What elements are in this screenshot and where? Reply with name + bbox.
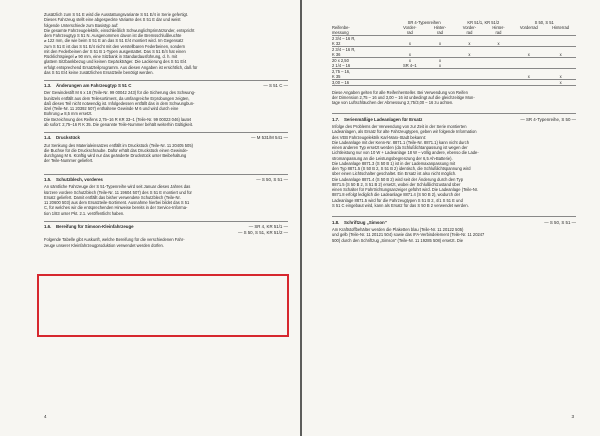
table-cell: SR 4–1: [394, 63, 426, 69]
text-line: 11 20600 503) aus dem Ersatzteile-Sortiment. Ausnahme hierbei bildet das S 51: [44, 200, 190, 206]
section-1-6-body: [44, 237, 288, 248]
text-line: Bohrung ⌀ 8,5 mm ersetzt.: [44, 111, 93, 117]
text-line: zum S 51 E ist das S 51 E/4 nicht mit den verstellbaren Federbeinen, sondern: [44, 43, 186, 49]
table-row: 2 1/4 – 16 SR 4–1 x: [332, 63, 576, 69]
text-line: Die Ladeanlage 8871.4 (S 50 B 2) wird seit der Änderung durch den Typ: [332, 176, 464, 182]
table-cell: x: [426, 41, 455, 47]
table-cell: x: [408, 58, 411, 63]
table-cell: x: [512, 74, 545, 80]
text-line: Dieses Fahrzeug stellt eine abgespeckte Variante des S 51 E dar und weist: [44, 17, 181, 23]
page-number: 4: [44, 414, 47, 419]
text-line: einen Schalter für Fahrtrichtungsanzeiger geführt wird. Die Ladeanlage (Teile-Nr.: [332, 187, 479, 193]
text-line: Diese Angaben gelten für alle Reifenhersteller. Bei Verwendung von Reifen: [332, 89, 468, 95]
text-line: den Typ 8871.5 (S 50 B 2, S 51 B 2) identisch, die Schlußlichtspannung wird: [332, 166, 471, 172]
text-line: die Buchse für die Druckschraube. Dafür erhält das Druckstück einen Gewinde-: [44, 147, 189, 153]
table-row: K 35 x x: [332, 74, 576, 80]
section-1-4-body: [44, 143, 288, 164]
table-cell: x: [512, 52, 545, 58]
table-cell: x: [454, 41, 484, 47]
table-note: [332, 90, 576, 106]
text-line: Infolge des Problems der Verwendung von zur Zeit in der Serie montierten: [332, 124, 467, 130]
text-line: kürzere vordere Schutzblech (Teile-Nr. 11 19604 507) des S 51 E montiert und für: [44, 189, 192, 195]
text-line: einen anderen Typ ersetzt werden (da Schlußlichtanpassung ist wegen der: [332, 145, 468, 151]
table-cell: [394, 80, 426, 86]
text-line: 8871.5 (S 50 B 2, S 51 B 2) ersetzt, wobei der Schlußlichtzustand über: [332, 181, 461, 187]
table-row: K 36 x x x x: [332, 52, 576, 58]
table-cell: x: [545, 74, 576, 80]
page-number: 3: [571, 414, 574, 419]
table-row: 3,00 – 16 x: [332, 80, 576, 86]
table-cell: x: [454, 52, 484, 58]
text-line: Ladeanlagen, als Ersatz für alte Fahrzeugtypen, geben wir folgende Information: [332, 129, 477, 135]
text-line: mit den Federbeinen der S 51 B 1-Typen ausgestattet. Das S 51 E/4 hat einen: [44, 48, 186, 54]
text-line: über einen Lichtschalter geschaltet. Ein Ersatz ist also nicht möglich.: [332, 171, 457, 177]
table-cell: x: [545, 52, 576, 58]
text-line: Die gesamte Fahrzeugelektrik, einschließlich Schwunglichtprimärzünder, entspricht: [44, 27, 195, 33]
table-row: 20 x 2,50 x x: [332, 58, 576, 64]
table-cell: [454, 80, 484, 86]
text-line: bunitzels entfällt aus dem Teilesortiment, da umfangreiche Erprobungen zeigten,: [44, 95, 190, 101]
table-cell: x: [545, 80, 576, 86]
table-cell: x: [485, 41, 513, 47]
text-line: An sämtliche Fahrzeuge der S 51-Typenreihe wird seit Januar dieses Jahres das: [44, 184, 191, 190]
text-line: des VEB Fahrzeugelektrik Karl-Marx-Stadt bekannt:: [332, 134, 426, 140]
table-cell: x: [438, 58, 441, 63]
section-1-7-heading: 1.7. Serienmäßige Ladeanlagen für Ersatz — SR 4-Typenreihe, S 50 —: [332, 116, 576, 122]
text-line: C, für welches wir die entsprechenden Hinweise bereits in der Service-Informa-: [44, 205, 188, 211]
section-1-4-heading: 1.4. Druckstück — M 531/M 541 —: [44, 135, 288, 141]
text-line: Rücklichtspiegel ⌀ 90 mm, eine Sitzbank in Standardausführung, d. h. mit: [44, 54, 178, 59]
section-1-8-body: [332, 227, 576, 243]
tire-table: SR 4-Typenreihen KR 51/1, KR 51/2 S 50, S 51 Reifenbe- Vorder- Hinter- Vorder- Hinter- Vorderrad Hinterrad messung rad rad rad rad 2 3/4 – 16 R, K 32 x x x x 2 3/4 – 16 R, K 36 x x x x 20 x 2,50 x x 2 1/4 – 16 SR 4–1 x 2,75 – 16, K 35 x x 3,00 – 16 x: [332, 20, 576, 86]
section-1-3-heading: 1.3. Änderungen am Fahrzeugtyp S 51 C — S 51 C —: [44, 83, 288, 88]
text-line: erfolgt entsprechend Ersatzteilprogramm. Aus diesen Angaben ist ersichtlich, daß für: [44, 64, 198, 70]
text-line: Die Ladeanlage 8871.3 (S 50 B 1) ist in der Lademaxanpassung mit: [332, 160, 456, 166]
section-1-7-body: [332, 124, 576, 208]
text-line: Folgende Tabelle gibt Auskunft, welche Bereifung für die verschiedenen Fahr-: [44, 237, 185, 243]
text-line: der Dimension 2,75 – 16 und 3,00 – 16 ist unbedingt auf die gleichzeitige Mon-: [332, 94, 475, 100]
table-cell: [426, 80, 455, 86]
text-line: durchgang M 6. Künftig wird nur das geänderte Druckstück unter Beibehaltung: [44, 153, 187, 159]
text-line: S 51 C eingebaut wird, kann als Ersatz für das S 50 B 2 verwendet werden.: [332, 202, 469, 208]
table-cell: x: [394, 52, 426, 58]
text-line: Zur Senkung des Materialeinsatzes entfällt im Druckstück (Teile-Nr. 11 20405 505): [44, 142, 193, 148]
text-line: Die Bezeichnung des Reifens 2,75–16 R KR 33–1 (Teile-Nr. 99 00023 046) lautet: [44, 116, 192, 122]
text-line: ab sofort: 2,75–16 R K 35. Die genannte Teile-Nummer behält weiterhin Gültigkeit.: [44, 121, 193, 127]
table-cell: x: [426, 63, 455, 69]
text-line: ⌀ 122 mm, die wie beim S 51 E an das S 51 E/4 montiert wird. Im Gegensatz: [44, 38, 184, 44]
text-line: daß dieses Teil nicht notwendig ist. Infolgedessen entfällt das in dem Schwungbun-: [44, 100, 195, 106]
section-1-8-heading: 1.8. Schriftzug „Simson“ — S 50, S 51 —: [332, 219, 576, 225]
text-line: Die Ladeanlage mit der Kenn-Nr. 8871.1 (Teile-Nr. 8871.1) kann nicht durch: [332, 139, 469, 145]
text-line: folgende Unterschiede zum Basistyp auf:: [44, 22, 119, 28]
table-cell: x: [394, 41, 426, 47]
section-1-5-heading: 1.5. Schutzblech, vorderes — S 50, S 51 —: [44, 177, 288, 183]
table-cell: [485, 80, 513, 86]
text-line: Ersatz geliefert. Damit entfällt das bisher verwendete Schutzblech (Teile-Nr.: [44, 194, 181, 200]
text-line: itzel (Teile-Nr. 11 20392 507) enthaltene Gewinde M 6 und wird durch eine: [44, 106, 179, 112]
section-1-6-ref2: — S 50, S 51, KR 51/2 —: [237, 229, 288, 235]
text-line: Zusätzlich zum S 51 E wird die Ausstattungsvariante S 51 E/4 in Serie gefertigt.: [44, 12, 189, 17]
right-page: [302, 0, 600, 436]
text-line: Lichtleistung nur von 10 W + Ladeanlage 18 W – völlig andere, ebenso die Lade-: [332, 150, 479, 156]
table-row: 2 3/4 – 16 R,: [332, 47, 576, 53]
section-1-6-heading: 1.6. Bereifung für Simson-Kleinfahrzeuge — SR 4, KR 51/1 —: [44, 224, 288, 230]
text-line: das S 51 E/4 keine zusätzlichen Ersatzteile benötigt werden.: [44, 69, 154, 75]
table-row: 2,75 – 16,: [332, 69, 576, 75]
section-1-5-body: [44, 184, 288, 216]
text-line: Der Gewindestift M 6 x 18 (Teile-Nr. 99 00042 243) für die Sicherung des Schwung-: [44, 90, 196, 96]
text-line: tage von Luftschläuchen der Abmessung 2,75/3,00 – 16 zu achten.: [332, 100, 454, 105]
text-line: der Teile-Nummer geliefert.: [44, 158, 94, 164]
intro-paragraph: [44, 12, 288, 75]
text-line: Ladeanlage 8871.5 wird für die Fahrzeugtypen S 51 B 2, 4/1 S 51 E und: [332, 197, 463, 203]
text-line: stromanpassung an die Leistungsbegrenzung der 6,5 Ah-Batterie).: [332, 155, 453, 161]
text-line: dem Fahrzeugtyp S 51 N. Ausgenommen davon ist die Bremsschlußleuchte: [44, 33, 182, 38]
text-line: Am Kraftstoffbehälter werden die Plaketten blau (Teile-Nr. 11 20122 505): [332, 227, 464, 233]
text-line: und gelb (Teile-Nr. 11 20121 504) sowie das IFA-Verbindelement (Teile-Nr. 11 20247: [332, 232, 485, 238]
table-row: K 32 x x x x: [332, 41, 576, 47]
highlight-box-section-1-5: [37, 274, 289, 337]
table-cell: [512, 80, 545, 86]
text-line: tion 1/83 unter Pkt. 2.1. veröffentlicht haben.: [44, 210, 125, 216]
text-line: glattem Sitzbankbezug und keinen Gepäckträger. Die Lackierung des S 51 E/4: [44, 59, 187, 65]
text-line: 500) durch den Schriftzug „Simson“ (Teile-Nr. 11 19285 508) ersetzt. Die: [332, 237, 463, 243]
text-line: zeuge unserer Kleinfahrzeugproduktion verwendet werden dürfen.: [44, 242, 164, 248]
section-1-3-body: [44, 90, 288, 127]
table-row: 2 3/4 – 16 R,: [332, 36, 576, 42]
text-line: 8871.8 erfolgt lediglich die Ladeanlage 8871.4 (S 50 B 2), wodurch der: [332, 192, 461, 198]
